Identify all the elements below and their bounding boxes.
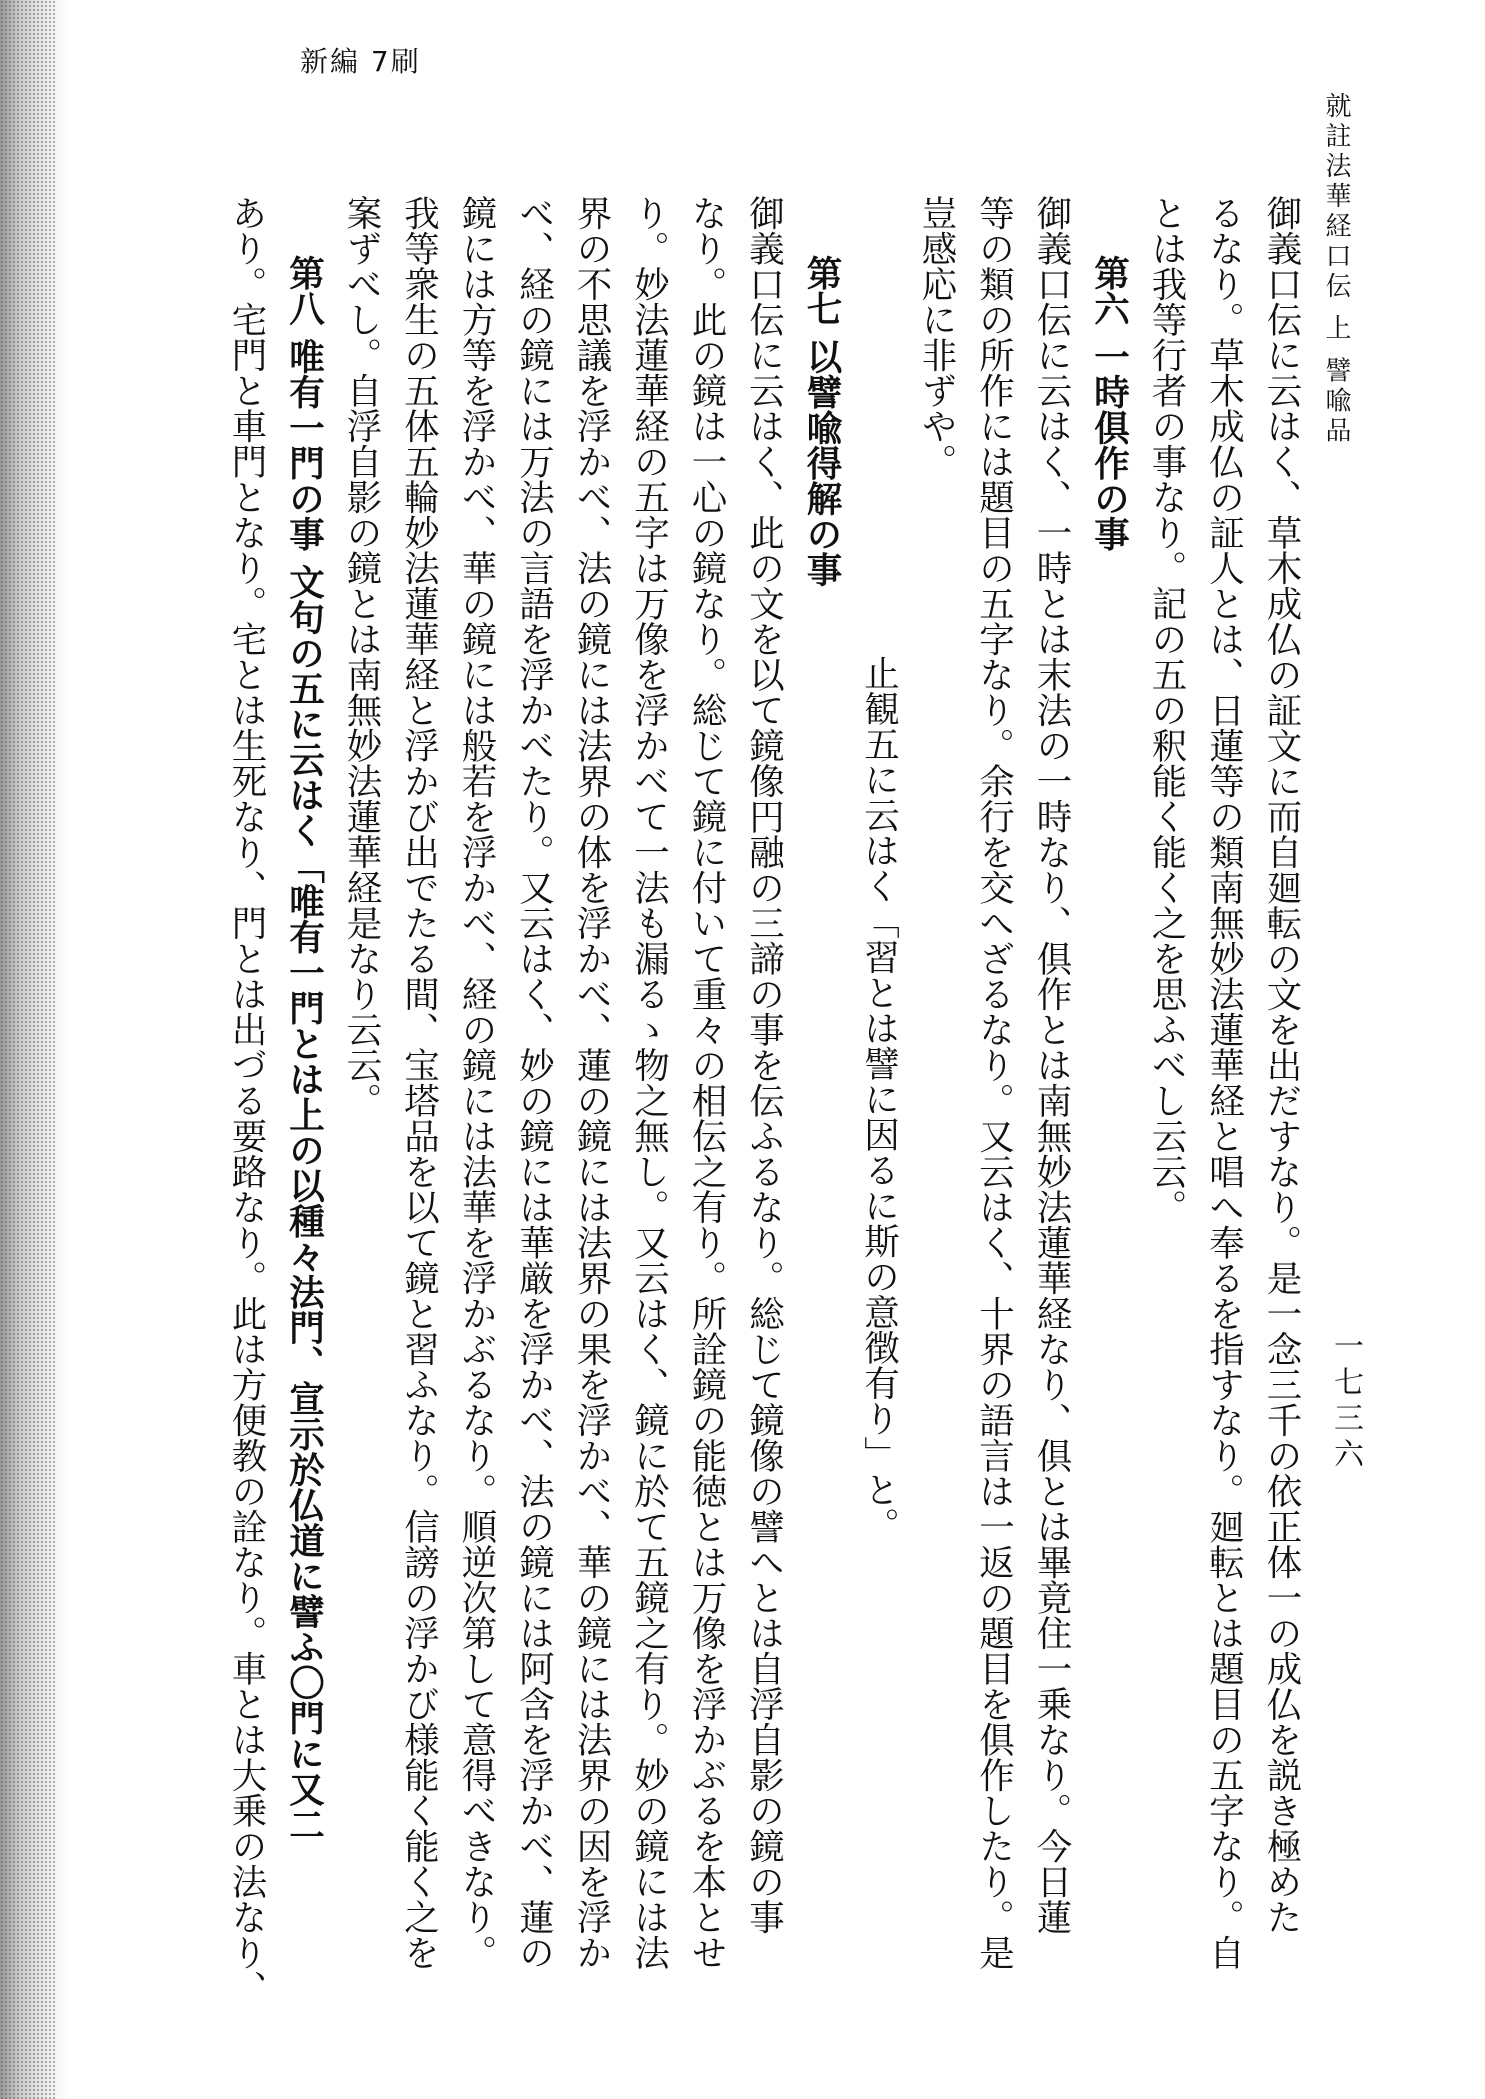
body-text bbox=[170, 195, 1310, 2006]
section-heading-7: 第七 以譬喩得解の事 bbox=[801, 255, 842, 587]
scan-noise bbox=[0, 0, 55, 2099]
text-line: 御義口伝に云はく、草木成仏の証文に而自廻転の文を出だすなり。是一念三千の依正体一の成仏を説き極めた bbox=[1261, 195, 1302, 1935]
text-line: 等の類の所作には題目の五字なり。余行を交へざるなり。又云はく、十界の語言は一返の題目を俱作したり。是 bbox=[973, 195, 1015, 1970]
text-line: とは我等行者の事なり。記の五の釈能く能く之を思ふべし云云。 bbox=[1146, 195, 1187, 1225]
text-line: 豈感応に非ずや。 bbox=[916, 195, 957, 479]
edition-stamp: 新編 7刷 bbox=[300, 45, 421, 78]
text-line: 鏡には方等を浮かべ、華の鏡には般若を浮かべ、経の鏡には法華を浮かぶるなり。順逆次第して意得べきなり。 bbox=[456, 195, 497, 1970]
text-line: なり。此の鏡は一心の鏡なり。総じて鏡に付いて重々の相伝之有り。所詮鏡の能徳とは万像を浮かぶるを本とせ bbox=[686, 195, 727, 1970]
section-heading-8: 第八 唯有一門の事 文句の五に云はく「唯有一門とは上の以種々法門、宣示於仏道に譬ふ〇門に又二 bbox=[283, 255, 325, 1842]
quote-line: 止観五に云はく「習とは譬に因るに斯の意徴有り」と。 bbox=[858, 655, 900, 1543]
text-line: べ、経の鏡には万法の言語を浮かべたり。又云はく、妙の鏡には華厳を浮かべ、法の鏡には阿含を浮かべ、蓮の bbox=[513, 195, 555, 1970]
text-line: 界の不思議を浮かべ、法の鏡には法界の体を浮かべ、蓮の鏡には法界の果を浮かべ、華の鏡には法界の因を浮か bbox=[571, 195, 612, 1970]
text-line: り。妙法蓮華経の五字は万像を浮かべて一法も漏るゝ物之無し。又云はく、鏡に於て五鏡之有り。妙の鏡には法 bbox=[628, 195, 670, 1970]
text-line: 案ずべし。自浮自影の鏡とは南無妙法蓮華経是なり云云。 bbox=[341, 195, 382, 1118]
text-line: 我等衆生の五体五輪妙法蓮華経と浮かび出でたる間、宝塔品を以て鏡と習ふなり。信謗の浮かび様能く能く之を bbox=[398, 195, 440, 1970]
text-line: るなり。草木成仏の証人とは、日蓮等の類南無妙法蓮華経と唱へ奉るを指すなり。廻転とは題目の五字なり。自 bbox=[1203, 195, 1245, 1970]
section-heading-6: 第六 一時俱作の事 bbox=[1088, 255, 1130, 552]
text-line: あり。宅門と車門となり。宅とは生死なり、門とは出づる要路なり。此は方便教の詮なり。車とは大乗の法なり、 bbox=[226, 195, 267, 2006]
text-line: 御義口伝に云はく、此の文を以て鏡像円融の三諦の事を伝ふるなり。総じて鏡像の譬へとは自浮自影の鏡の事 bbox=[743, 195, 785, 1935]
text-line: 御義口伝に云はく、一時とは末法の一時なり、俱作とは南無妙法蓮華経なり、俱とは畢竟住一乗なり。今日蓮 bbox=[1031, 195, 1072, 1935]
running-head: 就註法華経口伝 上 譬喩品 bbox=[1321, 92, 1351, 447]
page-number: 一七三六 bbox=[1328, 1330, 1363, 1474]
